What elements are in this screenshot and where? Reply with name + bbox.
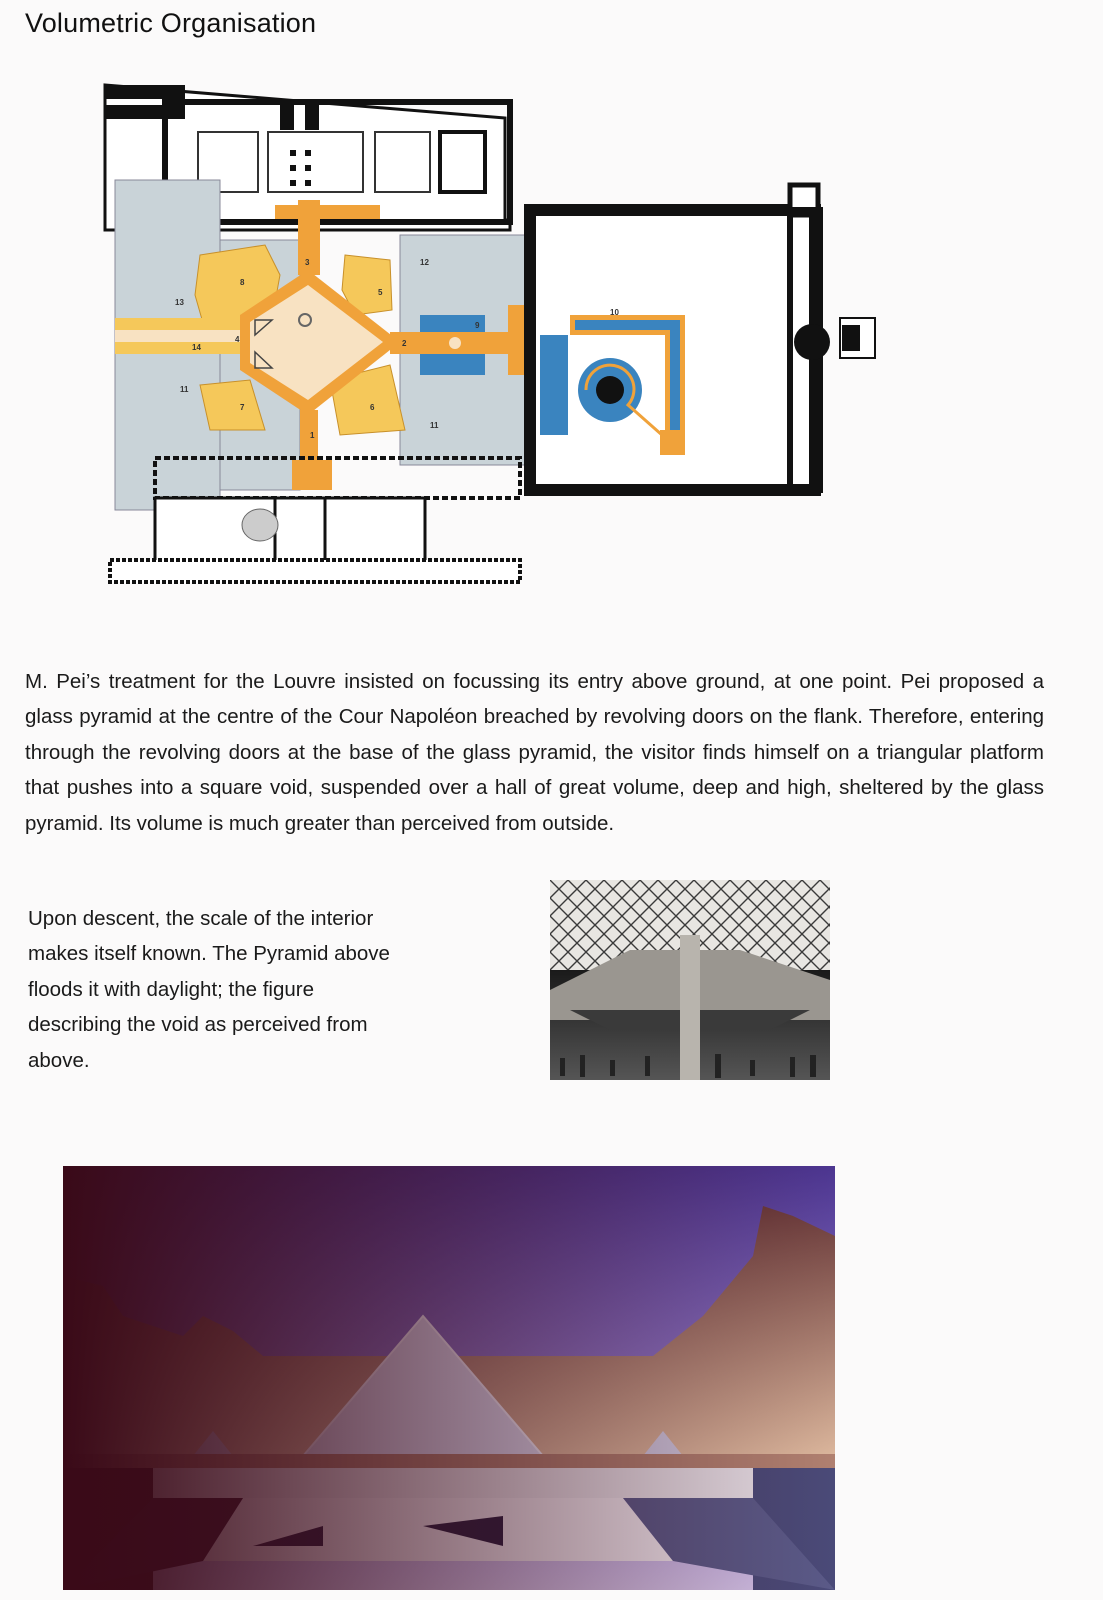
svg-text:13: 13: [175, 298, 184, 307]
svg-text:3: 3: [305, 258, 310, 267]
svg-text:14: 14: [192, 343, 201, 352]
svg-text:12: 12: [420, 258, 429, 267]
svg-text:11: 11: [180, 385, 189, 394]
interior-photo: [550, 880, 830, 1080]
page-title: Volumetric Organisation: [25, 8, 317, 38]
svg-text:11: 11: [430, 421, 439, 430]
body-paragraph-1: M. Pei’s treatment for the Louvre insisted on focussing its entry above ground, at one point. Pei proposed a glass pyramid at the centre of the Cour Napoléon breached by revolving doors on the flank. Therefore, entering through the revolving doors at the base of the glass pyramid, the visitor finds himself on a triangular platform that pushes into a square void, suspended over a hall of great volume, deep and high, sheltered by the glass pyramid. Its volume is much greater than perceived from outside.: [25, 669, 1044, 835]
svg-text:4: 4: [235, 335, 240, 344]
svg-text:9: 9: [475, 321, 480, 330]
svg-text:10: 10: [610, 308, 619, 317]
svg-text:5: 5: [378, 288, 383, 297]
svg-text:6: 6: [370, 403, 375, 412]
louvre-floor-plan: [100, 80, 900, 610]
svg-text:8: 8: [240, 278, 245, 287]
pyramid-section-render: [63, 1166, 835, 1590]
body-paragraph-2: Upon descent, the scale of the interior makes itself known. The Pyramid above floods it with daylight; the figure describing the void as perceived from above.: [28, 906, 390, 1072]
svg-text:7: 7: [240, 403, 245, 412]
svg-text:2: 2: [402, 339, 407, 348]
svg-text:1: 1: [310, 431, 315, 440]
